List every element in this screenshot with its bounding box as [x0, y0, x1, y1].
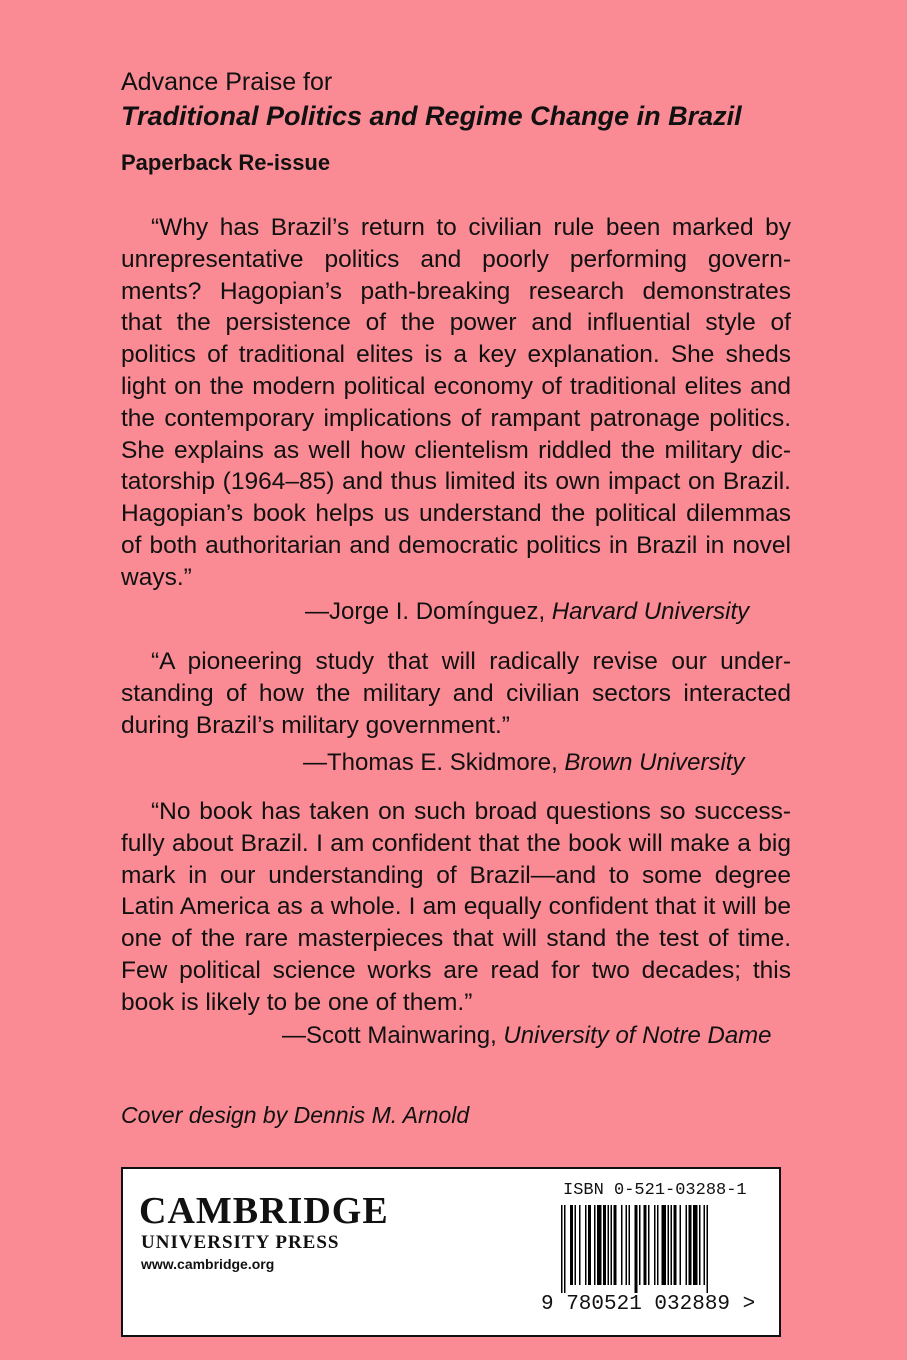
barcode-bar	[575, 1205, 577, 1285]
barcode-graphic	[561, 1205, 757, 1293]
review-attribution-2	[303, 748, 744, 778]
barcode-bar	[608, 1205, 610, 1285]
cover-credit: Cover design by Dennis M. Arnold	[121, 1102, 470, 1128]
barcode-bar	[680, 1205, 682, 1285]
review-quote-3: “No book has taken on such broad questions so successfully about Brazil. I am confident that the book will make a big mark in our understanding of Brazil—and to some degree Latin America as a whole. I am equally confident that it will be one of the rare masterpieces that will stand the test of time. Few political science works are read for two decades; this book is likely to be one of them.”	[121, 798, 791, 1016]
barcode-bar	[699, 1205, 701, 1285]
barcode-bar	[621, 1205, 623, 1285]
review-attribution-1	[305, 597, 749, 627]
review-author-3: —Scott Mainwaring,	[282, 1022, 497, 1049]
barcode-bar	[639, 1205, 641, 1285]
review-quote-2: “A pioneering study that will radically revise our understanding of how the military and civilian sectors interacted during Brazil’s military government.”	[121, 648, 791, 739]
barcode-bar	[603, 1205, 606, 1285]
barcode-bar	[693, 1205, 698, 1285]
review-affiliation-3: University of Notre Dame	[503, 1022, 772, 1049]
review-author-1: —Jorge I. Domínguez,	[305, 598, 546, 625]
barcode-bar	[564, 1205, 566, 1293]
barcode-number: 9 780521 032889 >	[541, 1293, 756, 1316]
book-title: Traditional Politics and Regime Change in Brazil	[121, 101, 742, 131]
barcode-bar	[654, 1205, 656, 1285]
isbn-label: ISBN 0-521-03288-1	[563, 1181, 747, 1200]
barcode-bar	[704, 1205, 706, 1285]
review-affiliation-2: Brown University	[564, 749, 745, 776]
publisher-imprint-box	[121, 1167, 781, 1337]
barcode-bar	[579, 1205, 581, 1285]
publisher-name: CAMBRIDGE	[139, 1190, 389, 1232]
barcode-bar	[588, 1205, 591, 1285]
barcode-bar	[635, 1205, 638, 1293]
publisher-press: UNIVERSITY PRESS	[141, 1232, 340, 1253]
barcode-bar	[674, 1205, 677, 1285]
barcode-bar	[707, 1205, 709, 1293]
review-attribution-3	[282, 1021, 772, 1051]
barcode-bar	[594, 1205, 596, 1285]
review-affiliation-1: Harvard University	[551, 598, 750, 625]
barcode-bar	[668, 1205, 670, 1285]
barcode-bar	[597, 1205, 602, 1285]
barcode-bar	[614, 1205, 617, 1285]
publisher-url: www.cambridge.org	[141, 1256, 275, 1272]
barcode-bar	[657, 1205, 659, 1285]
review-author-2: —Thomas E. Skidmore,	[303, 749, 558, 776]
barcode-bar	[662, 1205, 667, 1285]
barcode-bar	[686, 1205, 688, 1285]
review-quote-1: “Why has Brazil’s return to civilian rule been marked by unrepresentative politics and poorly performing governments? Hagopian’s path-breaking research demonstrates that the persistence of the power and influential style of politics of traditional elites is a key explanation. She sheds light on the modern political economy of traditional elites and the contemporary implications of rampant patronage politics. She explains as well how clientelism riddled the military dictatorship (1964–85) and thus limited its own impact on Brazil. Hagopian’s book helps us understand the political dilemmas of both authoritarian and democratic politics in Brazil in novel ways.”	[121, 214, 791, 591]
barcode-bar	[561, 1205, 563, 1293]
barcode-bar	[629, 1205, 631, 1285]
barcode-bar	[611, 1205, 613, 1285]
barcode-bar	[689, 1205, 692, 1285]
advance-praise-heading: Advance Praise for	[121, 68, 333, 96]
barcode-bar	[644, 1205, 647, 1285]
barcode-bar	[671, 1205, 673, 1285]
barcode-bar	[570, 1205, 573, 1285]
edition-label: Paperback Re-issue	[121, 150, 331, 175]
barcode-bar	[585, 1205, 587, 1285]
barcode-bar	[648, 1205, 650, 1285]
barcode-bar	[626, 1205, 628, 1285]
